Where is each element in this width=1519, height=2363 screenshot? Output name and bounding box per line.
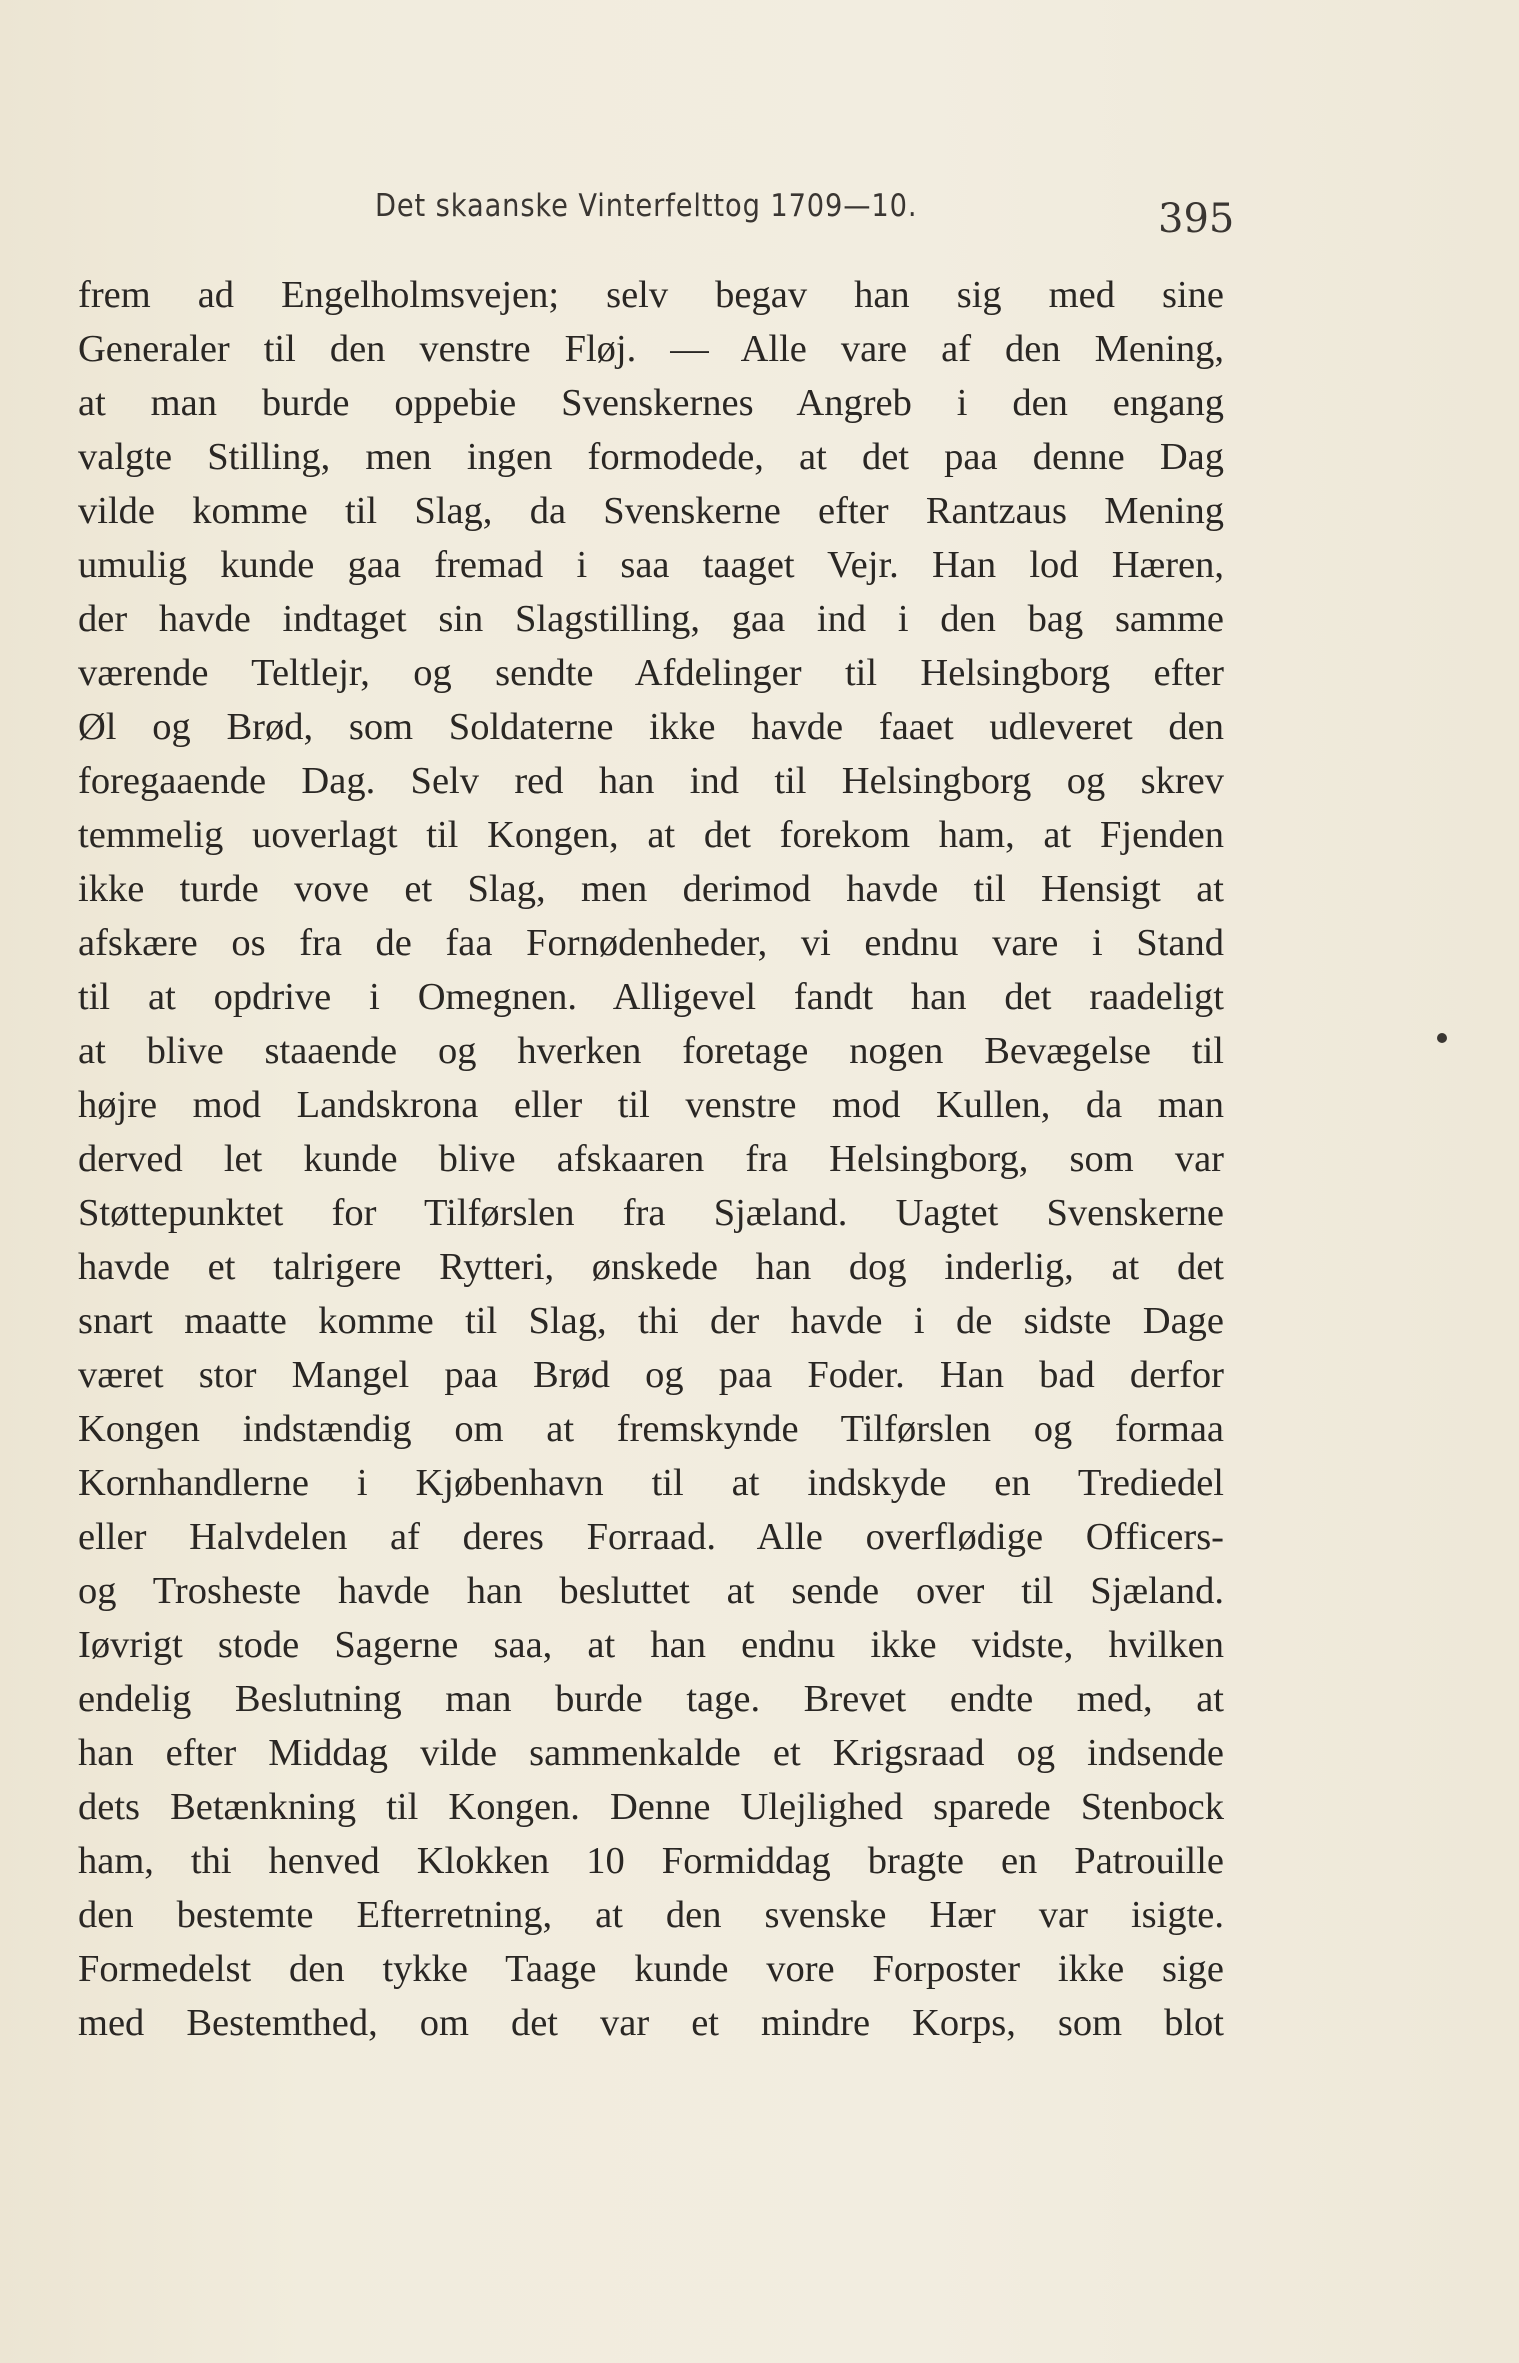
text-line: snart maatte komme til Slag, thi der havde i de sidste Dage [78,1300,1224,1342]
ink-speck [1437,1033,1447,1043]
text-line: afskære os fra de faa Fornødenheder, vi endnu vare i Stand [78,922,1224,964]
text-line: der havde indtaget sin Slagstilling, gaa ind i den bag samme [78,598,1224,640]
page-number: 395 [1158,196,1235,242]
text-line: Iøvrigt stode Sagerne saa, at han endnu ikke vidste, hvilken [78,1624,1224,1666]
text-line: han efter Middag vilde sammenkalde et Krigsraad og indsende [78,1732,1224,1774]
text-line: til at opdrive i Omegnen. Alligevel fandt han det raadeligt [78,976,1224,1018]
text-line: værende Teltlejr, og sendte Afdelinger til Helsingborg efter [78,652,1224,694]
text-line: ham, thi henved Klokken 10 Formiddag bragte en Patrouille [78,1840,1224,1882]
text-line: at blive staaende og hverken foretage nogen Bevægelse til [78,1030,1224,1072]
text-line: Formedelst den tykke Taage kunde vore Forposter ikke sige [78,1948,1224,1990]
text-line: Øl og Brød, som Soldaterne ikke havde faaet udleveret den [78,706,1224,748]
text-line: umulig kunde gaa fremad i saa taaget Vejr. Han lod Hæren, [78,544,1224,586]
text-line: dets Betænkning til Kongen. Denne Ulejlighed sparede Stenbock [78,1786,1224,1828]
text-line: eller Halvdelen af deres Forraad. Alle overflødige Officers- [78,1516,1224,1558]
text-line: vilde komme til Slag, da Svenskerne efter Rantzaus Mening [78,490,1224,532]
text-line: derved let kunde blive afskaaren fra Helsingborg, som var [78,1138,1224,1180]
text-line: Generaler til den venstre Fløj. — Alle vare af den Mening, [78,328,1224,370]
text-line: Kongen indstændig om at fremskynde Tilførslen og formaa [78,1408,1224,1450]
text-line: frem ad Engelholmsvejen; selv begav han sig med sine [78,274,1224,316]
text-line: Støttepunktet for Tilførslen fra Sjæland. Uagtet Svenskerne [78,1192,1224,1234]
text-line: den bestemte Efterretning, at den svenske Hær var isigte. [78,1894,1224,1936]
text-line: med Bestemthed, om det var et mindre Korps, som blot [78,2002,1224,2044]
body-text [78,268,1224,2050]
text-line: højre mod Landskrona eller til venstre mod Kullen, da man [78,1084,1224,1126]
text-line: og Trosheste havde han besluttet at sende over til Sjæland. [78,1570,1224,1612]
text-line: ikke turde vove et Slag, men derimod havde til Hensigt at [78,868,1224,910]
running-head [0,188,1519,248]
text-line: valgte Stilling, men ingen formodede, at det paa denne Dag [78,436,1224,478]
text-line: endelig Beslutning man burde tage. Brevet endte med, at [78,1678,1224,1720]
text-line: havde et talrigere Rytteri, ønskede han dog inderlig, at det [78,1246,1224,1288]
text-line: temmelig uoverlagt til Kongen, at det forekom ham, at Fjenden [78,814,1224,856]
running-title: Det skaanske Vinterfelttog 1709—10. [375,188,918,224]
text-line: at man burde oppebie Svenskernes Angreb i den engang [78,382,1224,424]
text-line: været stor Mangel paa Brød og paa Foder. Han bad derfor [78,1354,1224,1396]
text-line: Kornhandlerne i Kjøbenhavn til at indskyde en Trediedel [78,1462,1224,1504]
text-line: foregaaende Dag. Selv red han ind til Helsingborg og skrev [78,760,1224,802]
